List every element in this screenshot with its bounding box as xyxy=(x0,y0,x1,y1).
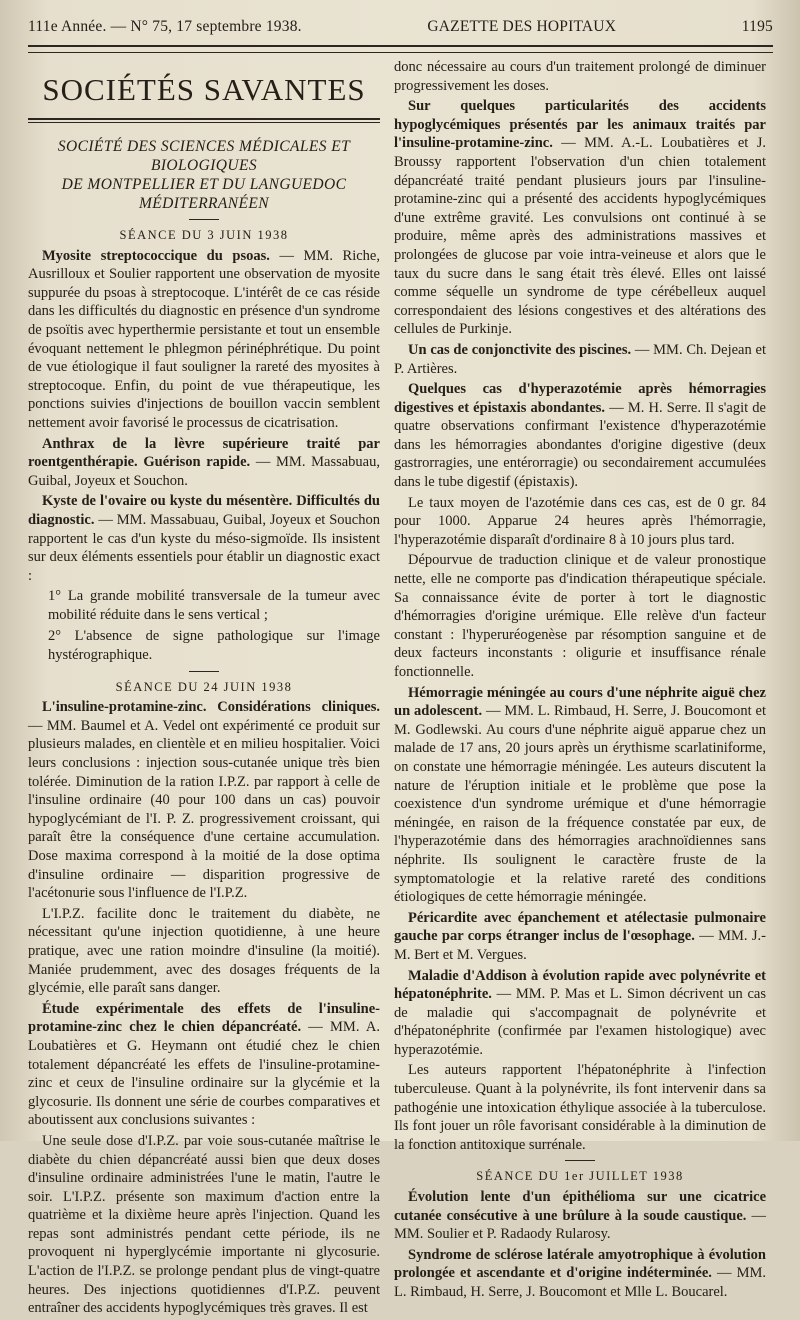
article xyxy=(394,1188,766,1244)
article-text: — MM. A.-L. Loubatières et J. Broussy rapportent l'observation d'un chien totalement dépancréaté traité pendant plusieurs jours par l'insuline-protamine-zinc qui a présenté des accidents hypoglycémiques d'une extrême gravité. Les convulsions ont continué à se produire, même après des administrations massives et prolongées de glucose par voie intra-veineuse et alors que le taux du sucre dans le sang était très élevé. Elles ont laissé comme séquelle un syndrome de type cérébelleux auquel correspondaient des lésions congestives et des altérations des cellules de Purkinje. xyxy=(394,135,766,338)
issue-info: 111e Année. — N° 75, 17 septembre 1938. xyxy=(28,18,302,35)
article-text: — MM. L. Rimbaud, H. Serre, J. Boucomont et Mlle L. Boucarel. xyxy=(394,1265,766,1300)
article-title: Sur quelques particularités des accidents hypoglycémiques présentés par les animaux traités par l'insuline-protamine-zinc. xyxy=(394,98,766,152)
article-text: — MM. J.-M. Bert et M. Vergues. xyxy=(394,928,766,963)
article xyxy=(28,698,380,903)
article-title: Anthrax de la lèvre supérieure traité par roentgenthérapie. Guérison rapide. xyxy=(28,435,380,471)
session-heading: SÉANCE DU 3 JUIN 1938 xyxy=(119,228,289,242)
separator xyxy=(565,1160,595,1161)
paragraph: Le taux moyen de l'azotémie dans ces cas, est de 0 gr. 84 pour 1000. Apparue 24 heures après l'hémorragie, l'hyperazotémie disparaît d'ordinaire 8 à 10 jours plus tard. xyxy=(394,494,766,548)
society-line-3: MÉDITERRANÉEN xyxy=(138,195,270,212)
paragraph: Les auteurs rapportent l'hépatonéphrite à l'infection tuberculeuse. Quant à la polynévrite, ils font intervenir dans sa pathogénie une intoxication éthylique associée à la tuberculose. Ils font jouer un rôle favorisant considérable à la diminution de la fonction antitoxique surrénale. xyxy=(394,1062,766,1153)
article xyxy=(394,1246,766,1302)
article-text: — MM. Massabuau, Guibal, Joyeux et Souchon rapportent le cas d'un kyste du méso-sigmoïde. Ils insistent sur deux éléments essentiels pour établir un diagnostic exact : xyxy=(28,511,380,584)
article-text: — M. H. Serre. Il s'agit de quatre observations confirmant l'existence d'hyperazotémie dans les hémorragies abondantes d'origine digestive (deux gastrorragies, une entérorragie) ou secondairement accumulées dans le tube digestif (épistaxis). xyxy=(394,399,766,491)
society-line-2: DE MONTPELLIER ET DU LANGUEDOC xyxy=(61,176,347,193)
article-text: — MM. Baumel et A. Vedel ont expérimenté ce produit sur plusieurs malades, en clientèle et en milieu hospitalier. Voici leurs conclusions : injection sous-cutanée unique très bien tolérée. Diminution de la ration I.P.Z. par rapport à celle de l'insuline ordinaire (40 pour 100 dans un cas) pouvoir hypoglycémiant de l'I. P. Z. progressivement croissant, qui paraît être la conséquence d'une certaine accumulation. Dose maxima correspond à la moitié de la dose optima d'insuline ordinaire — disparition progressive de l'acétonurie sous l'influence de l'I.P.Z. xyxy=(28,717,380,902)
separator xyxy=(189,219,219,220)
article-title: Évolution lente d'un épithélioma sur une cicatrice cutanée consécutive à une brûlure à la soude caustique. xyxy=(394,1189,766,1224)
separator xyxy=(189,671,219,672)
session-heading: SÉANCE DU 24 JUIN 1938 xyxy=(115,679,293,694)
article-text: — MM. A. Loubatières et G. Heymann ont étudié chez le chien totalement dépancréaté les effets de l'insuline-protamine-zinc et ceux de l'insuline ordinaire sur la glycémie et la glycosurie. Ils donnent une série de courbes comparatives et aboutissent aux conclusions suivantes : xyxy=(28,1019,380,1129)
article-title: Quelques cas d'hyperazotémie après hémorragies digestives et épistaxis abondantes. xyxy=(394,381,766,416)
society-name xyxy=(28,137,380,213)
article-title: Un cas de conjonctivite des piscines. xyxy=(408,341,632,358)
header-rule xyxy=(28,45,773,47)
article-title: Myosite streptococcique du psoas. xyxy=(42,247,270,264)
article-text: — MM. Ch. Dejean et P. Artières. xyxy=(394,341,766,377)
list-item: 1° La grande mobilité transversale de la tumeur avec mobilité réduite dans le sens vertical ; xyxy=(48,588,380,623)
article-title: L'insuline-protamine-zinc. Considérations cliniques. xyxy=(42,699,380,716)
society-line-1: SOCIÉTÉ DES SCIENCES MÉDICALES ET BIOLOGIQUES xyxy=(57,138,351,174)
session-heading: SÉANCE DU 1er JUILLET 1938 xyxy=(476,1169,684,1184)
paragraph: Une seule dose d'I.P.Z. par voie sous-cutanée maîtrise le diabète du chien dépancréaté aussi bien que deux doses d'insuline ordinaire administrées l'une le matin, l'autre le soir. L'I.P.Z. présente son maximum d'action entre la quatrième et la dixième heure après l'injection. Quand les repas sont administrés pendant cette période, ils ne provoquent ni hyperglycémie importante ni glycosurie. L'action de l'I.P.Z. se prolonge pendant plus de vingt-quatre heures. Des injections quotidiennes d'I.P.Z. peuvent entraîner des accidents hypoglycémiques très graves. Il est xyxy=(28,1132,380,1317)
article xyxy=(394,341,766,378)
paragraph: Dépourvue de traduction clinique et de valeur pronostique nette, elle ne comporte pas d'indication thérapeutique spéciale. Sa connaissance évite de porter à tort le diagnostic d'hémorragies d'origine urémique. Elle relève d'un facteur constant : l'hyperuréogenèse par résomption sanguine et de deux facteurs inconstants : oligurie et insuffisance rénale fonctionnelle. xyxy=(394,552,766,680)
left-column xyxy=(28,58,380,1320)
article xyxy=(28,1000,380,1130)
paragraph: L'I.P.Z. facilite donc le traitement du diabète, ne nécessitant qu'une injection quotidienne, à une heure pratique, avec une ration moindre d'insuline (la moitié). Maniée prudemment, avec des dosages fréquents de la glycémie, elle paraît sans danger. xyxy=(28,905,380,997)
article-title: Syndrome de sclérose latérale amyotrophique à évolution prolongée et ascendante et d'origine indéterminée. xyxy=(394,1246,766,1282)
article-text: — MM. Massabuau, Guibal, Joyeux et Souchon. xyxy=(28,454,380,489)
page-number: 1195 xyxy=(741,18,773,35)
title-rule xyxy=(28,118,380,123)
article xyxy=(394,97,766,339)
article-text: — MM. Soulier et P. Radaody Rularosy. xyxy=(394,1207,766,1243)
right-column xyxy=(394,58,766,1304)
list-item: 2° L'absence de signe pathologique sur l'image hystérographique. xyxy=(48,628,380,664)
article-title: Étude expérimentale des effets de l'insuline-protamine-zinc chez le chien dépancréaté. xyxy=(28,1000,380,1036)
journal-title: GAZETTE DES HOPITAUX xyxy=(427,18,617,35)
page-header xyxy=(28,18,773,42)
article-title: Péricardite avec épanchement et atélectasie pulmonaire gauche par corps étranger inclus de l'œsophage. xyxy=(394,909,766,945)
article-text: — MM. P. Mas et L. Simon décrivent un cas de maladie qui s'accompagnait de polynévrite et d'hépatonéphrite (confirmée par l'examen histologique) avec hyperazotémie. xyxy=(394,986,766,1058)
article-title: Hémorragie méningée au cours d'une néphrite aiguë chez un adolescent. xyxy=(394,684,766,720)
paragraph: donc nécessaire au cours d'un traitement prolongé de diminuer progressivement les doses. xyxy=(394,59,766,94)
article-title: Kyste de l'ovaire ou kyste du mésentère. Difficultés du diagnostic. xyxy=(28,493,380,528)
article-title: Maladie d'Addison à évolution rapide avec polynévrite et hépatonéphrite. xyxy=(394,967,766,1003)
article xyxy=(28,247,380,433)
article xyxy=(394,909,766,965)
article xyxy=(28,492,380,585)
article-text: — MM. L. Rimbaud, H. Serre, J. Boucomont et M. Godlewski. Au cours d'une néphrite aiguë apparue chez un malade de 17 ans, 20 jours après un érythisme scarlatiniforme, on constate une hémorragie méningée. Les auteurs discutent la nature de l'éruption initiale et le problème que pose la coexistence d'un syndrome urémique et d'une hémorragie méningée, en raison de la fréquence constatée par eux, de l'hyperazotémie dans des hémorragies arachnoïdiennes sans néphrite. Ils soulignent le caractère fruste de la symptomatologie et la relative rareté des conditions étiologiques de cette hémorragie méningée. xyxy=(394,703,766,906)
section-title: SOCIÉTÉS SAVANTES xyxy=(42,72,366,107)
header-rule-thin xyxy=(28,52,773,53)
article xyxy=(394,380,766,492)
article xyxy=(28,435,380,491)
article xyxy=(394,967,766,1060)
article xyxy=(394,684,766,907)
article-text: — MM. Riche, Ausrilloux et Soulier rapportent une observation de myosite suppurée du psoas à streptocoque. L'intérêt de ce cas réside dans les difficultés du diagnostic en présence d'un syndrome de psoïtis avec hyperthermie persistante et tout un ensemble évoquant nettement le phlegmon périnéphrétique. Du point de vue étiologique il faut souligner la rareté des myosites à streptocoque. Enfin, du point de vue thérapeutique, les ponctions suivies d'injections de bouillon vaccin semblent nettement avoir favorisé le processus de cicatrisation. xyxy=(28,247,380,431)
